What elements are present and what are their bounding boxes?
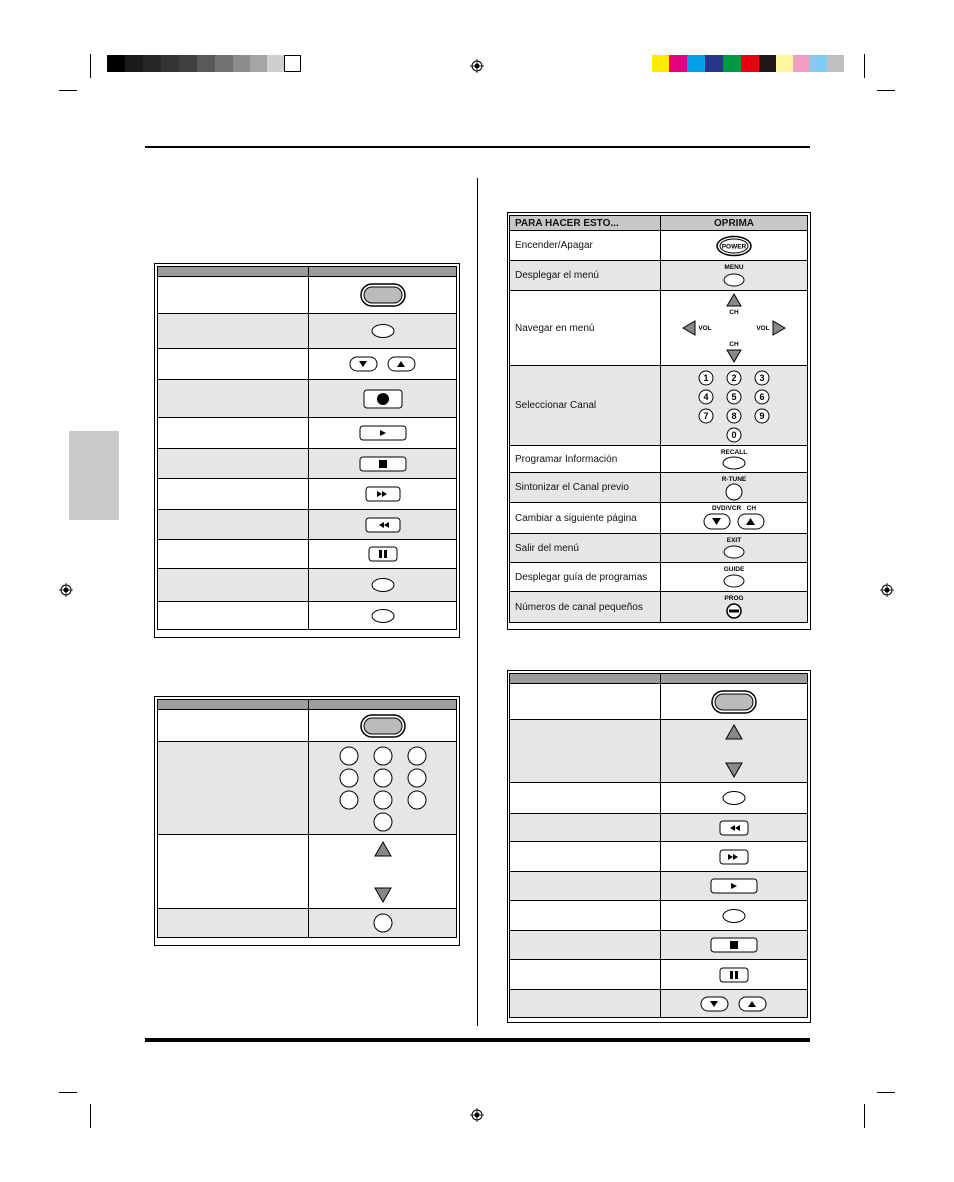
digit-3: 3 — [759, 372, 765, 383]
rewind-icon — [719, 819, 749, 837]
digit-6: 6 — [759, 391, 765, 402]
oval-button-icon — [370, 577, 396, 593]
chevron-pair-icon — [348, 354, 418, 374]
chevron-pair-icon — [699, 994, 769, 1014]
power-button-icon — [715, 235, 753, 257]
swatch — [107, 55, 125, 72]
exit-button-label: EXIT — [726, 537, 742, 544]
row-label: Salir del menú — [510, 534, 661, 563]
swatch — [827, 55, 844, 72]
row-label: Sintonizar el Canal previo — [510, 473, 661, 503]
guide-button-label: GUIDE — [723, 566, 745, 573]
recall-button-icon — [712, 447, 756, 471]
side-tab — [69, 431, 119, 520]
ch-up-label: CH — [729, 309, 739, 316]
navigation-pad-icon — [679, 292, 789, 364]
swatch — [723, 55, 741, 72]
record-icon — [363, 388, 403, 410]
menu-operation-table — [509, 215, 808, 623]
registration-mark-icon — [59, 583, 73, 597]
menu-button-label: MENU — [724, 263, 744, 271]
play-icon — [710, 877, 758, 895]
swatch — [125, 55, 143, 72]
swatch — [161, 55, 179, 72]
row-label: Cambiar a siguiente página — [510, 503, 661, 534]
dvdvcr-ch-button-icon — [699, 503, 769, 533]
swatch — [741, 55, 759, 72]
row-label: Encender/Apagar — [510, 231, 661, 261]
digit-9: 9 — [759, 410, 765, 421]
swatch — [776, 55, 793, 72]
dvdvcr-ch-label: DVD/VCR CH — [711, 505, 757, 512]
up-down-arrow-icon — [719, 723, 749, 779]
oval-button-icon — [370, 608, 396, 624]
exit-button-icon — [714, 535, 754, 561]
swatch — [705, 55, 723, 72]
dvd-function-table — [157, 266, 457, 630]
prog-button-label: PROG — [724, 595, 744, 602]
swatch — [793, 55, 810, 72]
number-keypad-icon — [694, 368, 774, 444]
fast-forward-icon — [365, 485, 401, 503]
column-header-press: OPRIMA — [661, 216, 808, 231]
round-button-icon — [372, 912, 394, 934]
swatch — [652, 55, 669, 72]
bottom-rule — [145, 1038, 810, 1042]
swatch — [233, 55, 250, 72]
digit-4: 4 — [703, 391, 709, 402]
power-button-label: POWER — [721, 243, 747, 250]
registration-mark-icon — [880, 583, 894, 597]
swatch — [250, 55, 267, 72]
vol-right-label: VOL — [756, 325, 770, 332]
number-keypad-icon — [333, 744, 433, 832]
swatch — [669, 55, 687, 72]
stop-icon — [359, 455, 407, 473]
registration-mark-icon — [470, 1108, 484, 1122]
digit-5: 5 — [731, 391, 737, 402]
oval-button-icon — [721, 908, 747, 924]
fast-forward-icon — [719, 848, 749, 866]
menu-button-icon — [714, 262, 754, 290]
digit-2: 2 — [731, 372, 737, 383]
up-down-arrow-icon — [368, 840, 398, 904]
column-header-action: PARA HACER ESTO... — [510, 216, 661, 231]
swatch — [197, 55, 215, 72]
row-label: Desplegar el menú — [510, 261, 661, 291]
ch-down-label: CH — [729, 341, 739, 348]
prog-button-icon — [714, 593, 754, 621]
digit-1: 1 — [703, 372, 709, 383]
swatch — [143, 55, 161, 72]
row-label: Programar Información — [510, 446, 661, 473]
stop-icon — [710, 936, 758, 954]
vol-left-label: VOL — [698, 325, 712, 332]
row-label: Seleccionar Canal — [510, 366, 661, 446]
swatch — [267, 55, 284, 72]
row-label: Desplegar guía de programas — [510, 563, 661, 592]
row-label: Números de canal pequeños — [510, 592, 661, 623]
oval-button-icon — [370, 323, 396, 339]
rtune-button-icon — [712, 474, 756, 502]
play-icon — [359, 424, 407, 442]
digit-7: 7 — [703, 410, 709, 421]
recall-button-label: RECALL — [720, 449, 748, 456]
swatch — [179, 55, 197, 72]
power-button-icon — [711, 690, 757, 714]
oval-button-icon — [721, 790, 747, 806]
pause-icon — [719, 966, 749, 984]
pause-icon — [368, 545, 398, 563]
column-divider — [477, 178, 478, 1026]
top-rule — [145, 146, 810, 148]
digit-0: 0 — [731, 429, 737, 440]
row-label: Navegar en menú — [510, 291, 661, 366]
power-button-icon — [360, 283, 406, 307]
rewind-icon — [365, 516, 401, 534]
power-button-icon — [360, 714, 406, 738]
swatch — [759, 55, 776, 72]
swatch — [687, 55, 705, 72]
tv-function-table — [157, 699, 457, 938]
swatch — [215, 55, 233, 72]
power-button-cell — [309, 277, 457, 314]
rtune-button-label: R-TUNE — [721, 475, 747, 483]
digit-8: 8 — [731, 410, 737, 421]
swatch — [284, 55, 301, 72]
vcr-function-table — [509, 673, 808, 1018]
registration-mark-icon — [470, 59, 484, 73]
guide-button-icon — [714, 564, 754, 590]
swatch — [810, 55, 827, 72]
